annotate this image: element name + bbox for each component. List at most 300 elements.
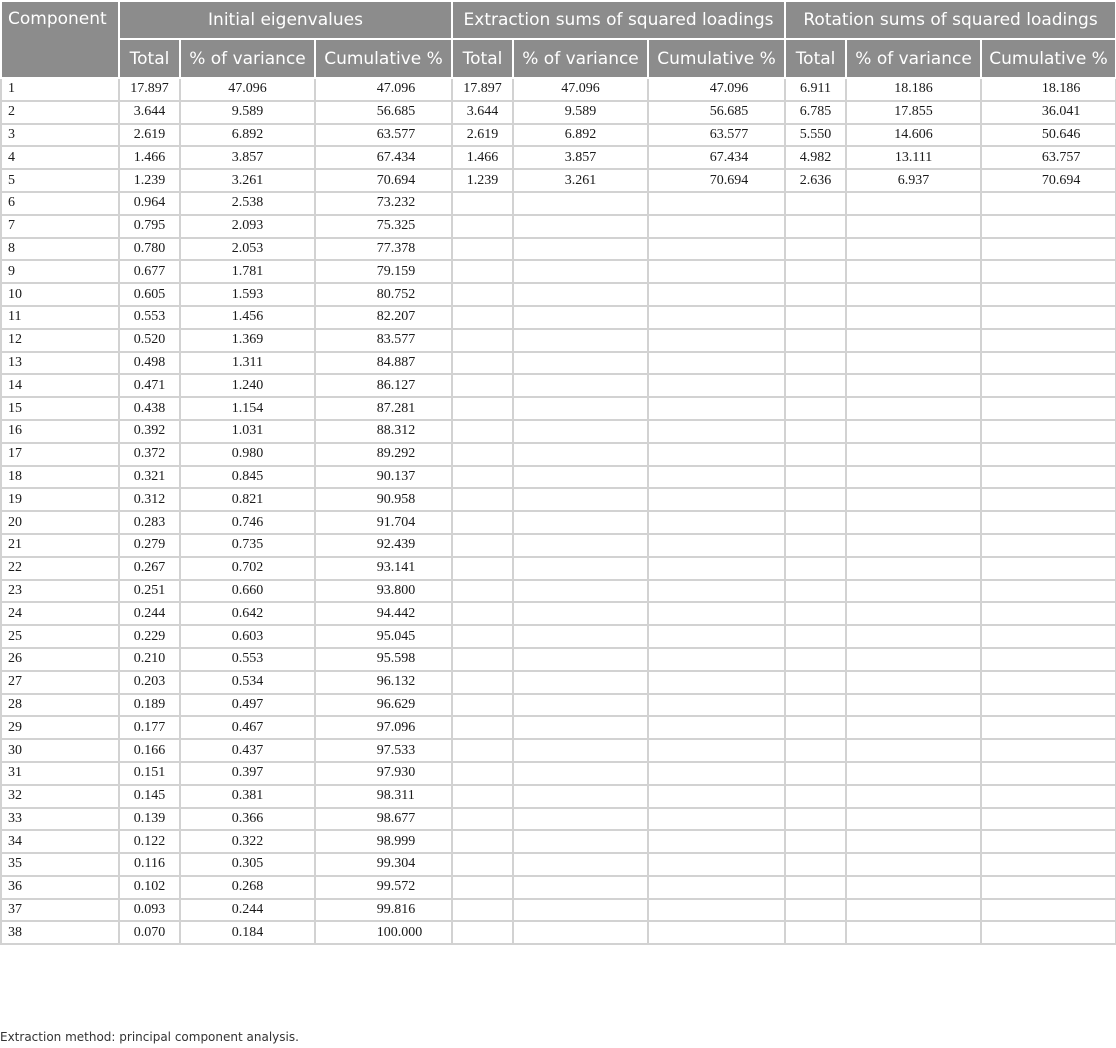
cell-extraction-percent-variance <box>513 352 648 375</box>
cell-initial-cumulative <box>315 921 452 944</box>
cell-extraction-cumulative <box>648 625 785 648</box>
cell-initial-percent-variance: 0.642 <box>180 602 315 625</box>
cell-extraction-total: 1.466 <box>452 146 513 169</box>
cell-initial-cumulative <box>315 625 452 648</box>
cell-rotation-total <box>785 716 846 739</box>
cell-initial-percent-variance: 2.053 <box>180 238 315 261</box>
cell-component: 33 <box>1 808 119 831</box>
cell-value: 91.704 <box>376 514 416 530</box>
table-row <box>1 716 1116 739</box>
cell-value: 70.694 <box>709 172 749 188</box>
cell-extraction-total <box>452 602 513 625</box>
table-row <box>1 488 1116 511</box>
cell-initial-cumulative <box>315 329 452 352</box>
cell-component: 11 <box>1 306 119 329</box>
cell-component: 15 <box>1 397 119 420</box>
cell-rotation-cumulative <box>981 215 1116 238</box>
cell-value: 73.232 <box>376 195 416 211</box>
cell-initial-total: 0.267 <box>119 557 180 580</box>
cell-value: 87.281 <box>376 400 416 416</box>
cell-initial-percent-variance: 0.244 <box>180 899 315 922</box>
cell-initial-total: 0.093 <box>119 899 180 922</box>
cell-initial-cumulative <box>315 580 452 603</box>
cell-initial-total: 0.392 <box>119 420 180 443</box>
cell-value: 93.141 <box>376 560 416 576</box>
cell-extraction-percent-variance <box>513 466 648 489</box>
cell-rotation-cumulative <box>981 192 1116 215</box>
cell-initial-percent-variance: 0.467 <box>180 716 315 739</box>
cell-rotation-cumulative <box>981 352 1116 375</box>
cell-component: 1 <box>1 78 119 101</box>
cell-component: 5 <box>1 169 119 192</box>
cell-extraction-total <box>452 260 513 283</box>
cell-initial-total: 2.619 <box>119 124 180 147</box>
cell-component: 29 <box>1 716 119 739</box>
cell-extraction-percent-variance <box>513 853 648 876</box>
cell-extraction-total <box>452 808 513 831</box>
cell-initial-total: 0.520 <box>119 329 180 352</box>
cell-component: 35 <box>1 853 119 876</box>
cell-value: 56.685 <box>376 104 416 120</box>
subheader-percent-variance: % of variance <box>513 39 648 78</box>
cell-rotation-total <box>785 352 846 375</box>
cell-extraction-cumulative <box>648 899 785 922</box>
cell-rotation-percent-variance <box>846 580 981 603</box>
cell-initial-total: 0.279 <box>119 534 180 557</box>
cell-extraction-cumulative <box>648 352 785 375</box>
cell-initial-cumulative <box>315 694 452 717</box>
cell-rotation-cumulative <box>981 899 1116 922</box>
cell-initial-percent-variance: 1.369 <box>180 329 315 352</box>
cell-extraction-percent-variance <box>513 580 648 603</box>
cell-rotation-percent-variance <box>846 648 981 671</box>
cell-extraction-cumulative <box>648 169 785 192</box>
cell-component: 17 <box>1 443 119 466</box>
cell-rotation-percent-variance: 13.111 <box>846 146 981 169</box>
cell-initial-cumulative <box>315 397 452 420</box>
cell-initial-percent-variance: 1.456 <box>180 306 315 329</box>
cell-component: 38 <box>1 921 119 944</box>
cell-extraction-percent-variance <box>513 420 648 443</box>
table-row <box>1 420 1116 443</box>
cell-extraction-total <box>452 921 513 944</box>
cell-rotation-cumulative <box>981 808 1116 831</box>
table-row <box>1 124 1116 147</box>
cell-value: 95.045 <box>376 628 416 644</box>
cell-rotation-cumulative <box>981 921 1116 944</box>
cell-extraction-total: 3.644 <box>452 101 513 124</box>
cell-rotation-percent-variance <box>846 694 981 717</box>
cell-rotation-percent-variance <box>846 443 981 466</box>
table-row <box>1 443 1116 466</box>
cell-initial-cumulative <box>315 739 452 762</box>
cell-extraction-percent-variance: 47.096 <box>513 78 648 101</box>
cell-extraction-cumulative <box>648 78 785 101</box>
cell-extraction-total: 2.619 <box>452 124 513 147</box>
cell-initial-cumulative <box>315 352 452 375</box>
cell-extraction-cumulative <box>648 511 785 534</box>
cell-initial-total: 17.897 <box>119 78 180 101</box>
cell-value: 83.577 <box>376 332 416 348</box>
cell-extraction-total <box>452 215 513 238</box>
table-row <box>1 671 1116 694</box>
cell-rotation-percent-variance <box>846 876 981 899</box>
cell-rotation-percent-variance <box>846 853 981 876</box>
subheader-percent-variance: % of variance <box>180 39 315 78</box>
cell-initial-percent-variance: 6.892 <box>180 124 315 147</box>
cell-initial-percent-variance: 0.746 <box>180 511 315 534</box>
cell-extraction-cumulative <box>648 785 785 808</box>
cell-extraction-cumulative <box>648 853 785 876</box>
cell-initial-percent-variance: 47.096 <box>180 78 315 101</box>
cell-value: 82.207 <box>376 309 416 325</box>
cell-component: 23 <box>1 580 119 603</box>
cell-rotation-total <box>785 329 846 352</box>
subheader-cumulative: Cumulative % <box>315 39 452 78</box>
cell-initial-percent-variance: 9.589 <box>180 101 315 124</box>
cell-extraction-percent-variance <box>513 374 648 397</box>
cell-extraction-cumulative <box>648 443 785 466</box>
cell-initial-percent-variance: 0.845 <box>180 466 315 489</box>
cell-rotation-percent-variance <box>846 215 981 238</box>
cell-rotation-cumulative <box>981 648 1116 671</box>
subheader-total: Total <box>785 39 846 78</box>
table-row <box>1 466 1116 489</box>
table-row <box>1 648 1116 671</box>
cell-extraction-total <box>452 648 513 671</box>
cell-rotation-cumulative <box>981 306 1116 329</box>
cell-rotation-percent-variance <box>846 352 981 375</box>
cell-extraction-total <box>452 625 513 648</box>
cell-value: 77.378 <box>376 240 416 256</box>
cell-rotation-total <box>785 648 846 671</box>
cell-rotation-cumulative <box>981 671 1116 694</box>
cell-initial-cumulative <box>315 101 452 124</box>
subheader-cumulative: Cumulative % <box>981 39 1116 78</box>
cell-rotation-percent-variance <box>846 625 981 648</box>
table-body <box>1 78 1116 944</box>
cell-extraction-cumulative <box>648 671 785 694</box>
cell-rotation-cumulative <box>981 830 1116 853</box>
cell-extraction-percent-variance <box>513 716 648 739</box>
cell-rotation-total <box>785 671 846 694</box>
cell-rotation-cumulative <box>981 762 1116 785</box>
cell-rotation-percent-variance <box>846 397 981 420</box>
cell-initial-percent-variance: 0.534 <box>180 671 315 694</box>
cell-component: 7 <box>1 215 119 238</box>
cell-rotation-total <box>785 534 846 557</box>
cell-component: 28 <box>1 694 119 717</box>
cell-extraction-cumulative <box>648 306 785 329</box>
cell-rotation-total <box>785 283 846 306</box>
cell-extraction-percent-variance <box>513 830 648 853</box>
cell-initial-total: 0.151 <box>119 762 180 785</box>
cell-rotation-total <box>785 853 846 876</box>
cell-extraction-cumulative <box>648 762 785 785</box>
cell-initial-cumulative <box>315 283 452 306</box>
cell-extraction-total <box>452 397 513 420</box>
table-row <box>1 602 1116 625</box>
cell-value: 75.325 <box>376 218 416 234</box>
cell-initial-cumulative <box>315 671 452 694</box>
cell-extraction-cumulative <box>648 534 785 557</box>
cell-extraction-cumulative <box>648 602 785 625</box>
cell-initial-percent-variance: 0.553 <box>180 648 315 671</box>
cell-value: 95.598 <box>376 651 416 667</box>
cell-value: 98.311 <box>376 788 415 804</box>
cell-extraction-total <box>452 374 513 397</box>
cell-extraction-percent-variance <box>513 876 648 899</box>
cell-extraction-cumulative <box>648 466 785 489</box>
cell-value: 47.096 <box>709 81 749 97</box>
table-row <box>1 374 1116 397</box>
cell-rotation-total <box>785 306 846 329</box>
cell-extraction-total <box>452 352 513 375</box>
cell-initial-total: 0.553 <box>119 306 180 329</box>
subheader-total: Total <box>452 39 513 78</box>
cell-value: 86.127 <box>376 377 416 393</box>
cell-initial-total: 0.122 <box>119 830 180 853</box>
cell-initial-percent-variance: 0.184 <box>180 921 315 944</box>
cell-rotation-percent-variance: 17.855 <box>846 101 981 124</box>
cell-extraction-cumulative <box>648 192 785 215</box>
cell-extraction-cumulative <box>648 238 785 261</box>
cell-initial-total: 0.116 <box>119 853 180 876</box>
cell-value: 80.752 <box>376 286 416 302</box>
subheader-percent-variance: % of variance <box>846 39 981 78</box>
cell-initial-percent-variance: 3.261 <box>180 169 315 192</box>
cell-rotation-cumulative <box>981 374 1116 397</box>
cell-initial-total: 0.203 <box>119 671 180 694</box>
cell-extraction-cumulative <box>648 739 785 762</box>
cell-rotation-cumulative <box>981 283 1116 306</box>
cell-rotation-percent-variance <box>846 374 981 397</box>
cell-value: 56.685 <box>709 104 749 120</box>
cell-initial-percent-variance: 1.031 <box>180 420 315 443</box>
cell-value: 50.646 <box>1041 126 1081 142</box>
cell-rotation-cumulative <box>981 602 1116 625</box>
cell-rotation-percent-variance <box>846 671 981 694</box>
table-footnote: Extraction method: principal component analysis. <box>0 1030 299 1044</box>
cell-component: 20 <box>1 511 119 534</box>
cell-rotation-percent-variance <box>846 921 981 944</box>
cell-rotation-total <box>785 397 846 420</box>
cell-initial-total: 0.780 <box>119 238 180 261</box>
cell-component: 19 <box>1 488 119 511</box>
cell-initial-percent-variance: 0.980 <box>180 443 315 466</box>
cell-extraction-total <box>452 283 513 306</box>
cell-initial-total: 0.229 <box>119 625 180 648</box>
cell-extraction-percent-variance <box>513 283 648 306</box>
cell-initial-cumulative <box>315 146 452 169</box>
cell-rotation-total <box>785 694 846 717</box>
cell-component: 24 <box>1 602 119 625</box>
cell-initial-percent-variance: 0.821 <box>180 488 315 511</box>
cell-initial-percent-variance: 0.397 <box>180 762 315 785</box>
cell-value: 18.186 <box>1041 81 1081 97</box>
cell-extraction-percent-variance <box>513 260 648 283</box>
cell-value: 96.629 <box>376 696 416 712</box>
cell-extraction-percent-variance <box>513 808 648 831</box>
cell-initial-cumulative <box>315 602 452 625</box>
cell-rotation-percent-variance <box>846 716 981 739</box>
cell-rotation-percent-variance <box>846 557 981 580</box>
cell-component: 6 <box>1 192 119 215</box>
cell-extraction-percent-variance <box>513 306 648 329</box>
cell-rotation-total <box>785 602 846 625</box>
cell-extraction-cumulative <box>648 283 785 306</box>
cell-extraction-total <box>452 580 513 603</box>
cell-component: 30 <box>1 739 119 762</box>
cell-rotation-cumulative <box>981 466 1116 489</box>
cell-initial-percent-variance: 0.366 <box>180 808 315 831</box>
cell-value: 67.434 <box>709 149 749 165</box>
cell-initial-total: 0.372 <box>119 443 180 466</box>
cell-rotation-cumulative <box>981 124 1116 147</box>
cell-rotation-total <box>785 830 846 853</box>
cell-initial-total: 0.795 <box>119 215 180 238</box>
cell-extraction-percent-variance <box>513 899 648 922</box>
cell-value: 92.439 <box>376 537 416 553</box>
cell-extraction-total <box>452 306 513 329</box>
cell-component: 32 <box>1 785 119 808</box>
cell-value: 84.887 <box>376 354 416 370</box>
cell-extraction-cumulative <box>648 921 785 944</box>
cell-rotation-total <box>785 557 846 580</box>
cell-initial-cumulative <box>315 557 452 580</box>
cell-extraction-total <box>452 443 513 466</box>
table-row <box>1 306 1116 329</box>
cell-initial-total: 0.438 <box>119 397 180 420</box>
cell-rotation-cumulative <box>981 397 1116 420</box>
table-row <box>1 694 1116 717</box>
cell-initial-percent-variance: 1.593 <box>180 283 315 306</box>
cell-extraction-percent-variance <box>513 785 648 808</box>
cell-extraction-cumulative <box>648 580 785 603</box>
cell-initial-cumulative <box>315 762 452 785</box>
cell-extraction-percent-variance <box>513 762 648 785</box>
cell-rotation-cumulative <box>981 78 1116 101</box>
cell-rotation-percent-variance <box>846 808 981 831</box>
table-row <box>1 352 1116 375</box>
table-row <box>1 397 1116 420</box>
cell-rotation-total <box>785 260 846 283</box>
cell-extraction-percent-variance <box>513 215 648 238</box>
cell-initial-total: 0.321 <box>119 466 180 489</box>
cell-extraction-total <box>452 716 513 739</box>
cell-extraction-cumulative <box>648 648 785 671</box>
cell-value: 63.757 <box>1041 149 1081 165</box>
cell-value: 47.096 <box>376 81 416 97</box>
table-row <box>1 625 1116 648</box>
cell-extraction-percent-variance <box>513 739 648 762</box>
table-row <box>1 899 1116 922</box>
cell-rotation-total <box>785 785 846 808</box>
cell-rotation-cumulative <box>981 146 1116 169</box>
cell-component: 10 <box>1 283 119 306</box>
table-row <box>1 534 1116 557</box>
table-row <box>1 853 1116 876</box>
cell-extraction-cumulative <box>648 716 785 739</box>
table-row <box>1 511 1116 534</box>
cell-rotation-cumulative <box>981 534 1116 557</box>
cell-extraction-total: 17.897 <box>452 78 513 101</box>
cell-component: 16 <box>1 420 119 443</box>
cell-component: 37 <box>1 899 119 922</box>
cell-rotation-total <box>785 215 846 238</box>
table-row <box>1 785 1116 808</box>
cell-initial-percent-variance: 1.154 <box>180 397 315 420</box>
cell-initial-cumulative <box>315 648 452 671</box>
cell-initial-cumulative <box>315 830 452 853</box>
cell-rotation-cumulative <box>981 557 1116 580</box>
header-initial-eigenvalues: Initial eigenvalues <box>119 1 452 39</box>
subheader-cumulative: Cumulative % <box>648 39 785 78</box>
cell-rotation-total <box>785 625 846 648</box>
cell-value: 63.577 <box>376 126 416 142</box>
cell-initial-cumulative <box>315 716 452 739</box>
cell-rotation-cumulative <box>981 238 1116 261</box>
cell-component: 31 <box>1 762 119 785</box>
table-row <box>1 876 1116 899</box>
table-row <box>1 580 1116 603</box>
cell-value: 90.137 <box>376 468 416 484</box>
cell-component: 13 <box>1 352 119 375</box>
cell-initial-cumulative <box>315 78 452 101</box>
table-row <box>1 146 1116 169</box>
cell-extraction-percent-variance <box>513 329 648 352</box>
cell-initial-total: 0.471 <box>119 374 180 397</box>
cell-value: 36.041 <box>1041 104 1081 120</box>
cell-extraction-percent-variance <box>513 557 648 580</box>
cell-initial-total: 3.644 <box>119 101 180 124</box>
cell-rotation-cumulative <box>981 101 1116 124</box>
cell-extraction-percent-variance <box>513 488 648 511</box>
cell-value: 99.304 <box>376 856 416 872</box>
cell-initial-cumulative <box>315 443 452 466</box>
cell-initial-cumulative <box>315 511 452 534</box>
cell-initial-total: 0.964 <box>119 192 180 215</box>
cell-value: 100.000 <box>376 924 423 940</box>
cell-rotation-total <box>785 921 846 944</box>
cell-value: 63.577 <box>709 126 749 142</box>
cell-rotation-percent-variance <box>846 534 981 557</box>
cell-extraction-total <box>452 329 513 352</box>
cell-rotation-percent-variance <box>846 739 981 762</box>
cell-initial-percent-variance: 1.240 <box>180 374 315 397</box>
cell-rotation-percent-variance <box>846 511 981 534</box>
cell-rotation-percent-variance <box>846 830 981 853</box>
cell-initial-cumulative <box>315 260 452 283</box>
cell-rotation-percent-variance <box>846 762 981 785</box>
cell-extraction-cumulative <box>648 557 785 580</box>
cell-initial-percent-variance: 2.538 <box>180 192 315 215</box>
cell-initial-cumulative <box>315 488 452 511</box>
cell-value: 98.999 <box>376 833 416 849</box>
cell-extraction-percent-variance <box>513 648 648 671</box>
cell-rotation-cumulative <box>981 511 1116 534</box>
cell-initial-percent-variance: 3.857 <box>180 146 315 169</box>
table-row <box>1 260 1116 283</box>
cell-component: 27 <box>1 671 119 694</box>
cell-component: 8 <box>1 238 119 261</box>
cell-extraction-total <box>452 853 513 876</box>
cell-extraction-cumulative <box>648 488 785 511</box>
header-component: Component <box>1 1 119 78</box>
cell-value: 79.159 <box>376 263 416 279</box>
cell-rotation-total <box>785 808 846 831</box>
cell-initial-percent-variance: 0.735 <box>180 534 315 557</box>
